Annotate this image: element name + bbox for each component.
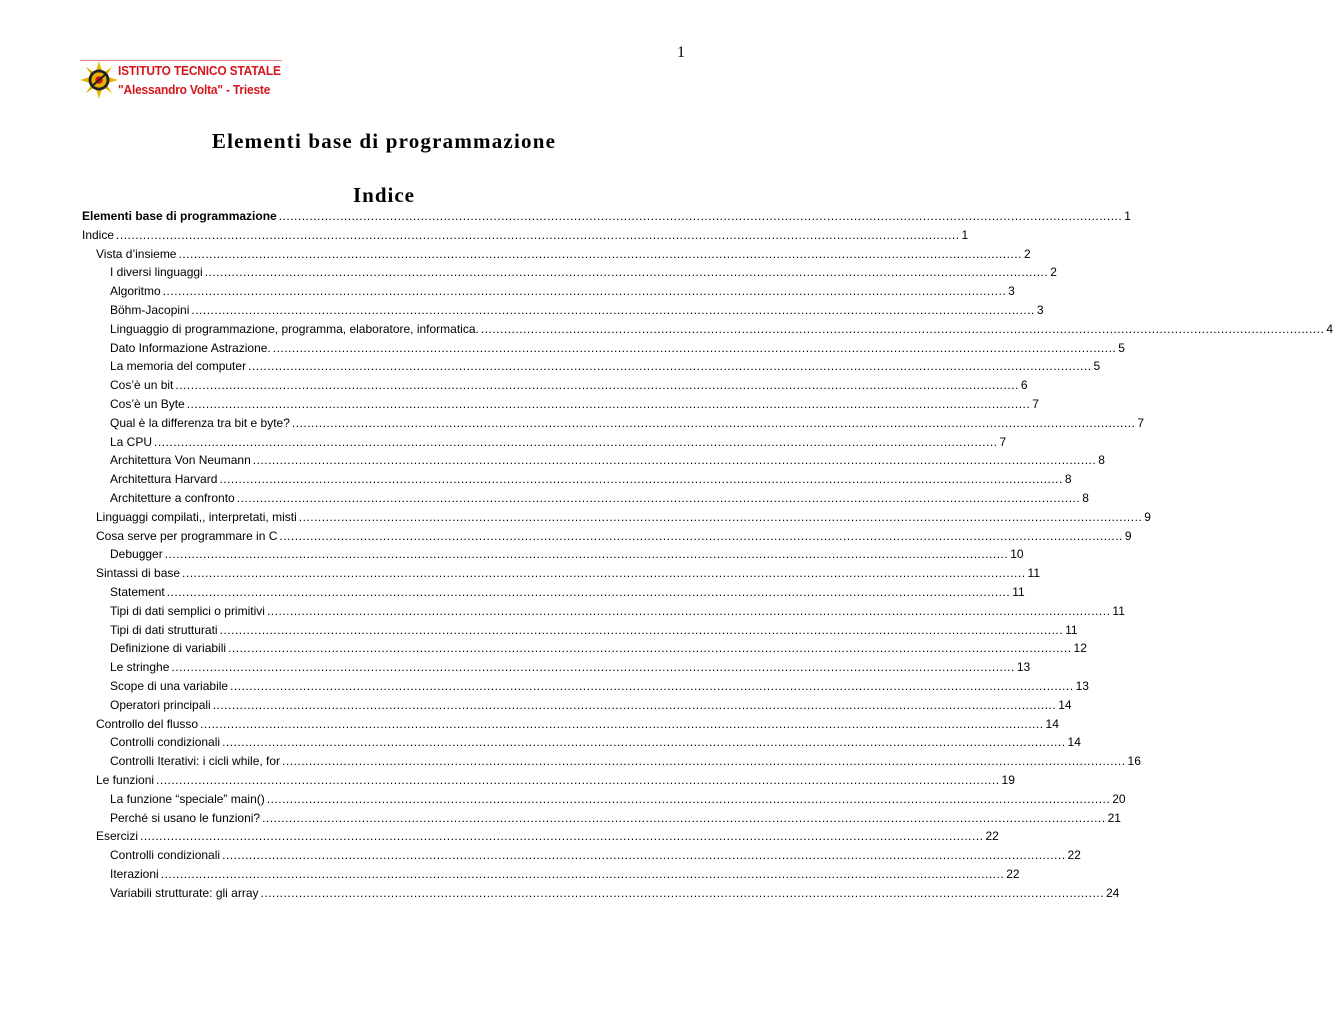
toc-entry[interactable] xyxy=(82,733,1081,752)
toc-entry-title: Architettura Harvard xyxy=(110,472,218,487)
toc-entry-title: Architettura Von Neumann xyxy=(110,453,251,468)
toc-entry-title: Controlli Iterativi: i cicli while, for xyxy=(110,754,281,769)
toc-leader-dots: ............................................................................................................................................................................................................................ xyxy=(266,603,1111,618)
toc-entry-page: 14 xyxy=(1058,697,1072,712)
toc-entry[interactable] xyxy=(82,282,1015,301)
toc-entry[interactable] xyxy=(82,715,1059,734)
toc-leader-dots: ............................................................................................................................................................................................................................ xyxy=(222,735,1066,750)
toc-entry[interactable] xyxy=(82,339,1125,358)
toc-leader-dots: ............................................................................................................................................................................................................................ xyxy=(171,660,1015,675)
toc-entry-page: 22 xyxy=(1067,848,1081,863)
toc-entry-page: 4 xyxy=(1326,321,1333,336)
toc-entry-title: La CPU xyxy=(110,434,153,449)
toc-entry[interactable] xyxy=(82,564,1040,583)
toc-entry[interactable] xyxy=(82,395,1039,414)
toc-entry-page: 11 xyxy=(1112,603,1125,618)
toc-entry[interactable] xyxy=(82,658,1031,677)
toc-entry[interactable] xyxy=(82,639,1087,658)
toc-entry-title: Le funzioni xyxy=(96,772,155,787)
toc-entry-title: Esercizi xyxy=(96,829,139,844)
toc-leader-dots: ............................................................................................................................................................................................................................ xyxy=(162,284,1007,299)
document-title: Elementi base di programmazione xyxy=(211,129,557,153)
toc-entry-title: Architetture a confronto xyxy=(110,490,235,505)
toc-entry[interactable] xyxy=(82,207,1131,226)
toc-entry[interactable] xyxy=(82,320,1333,339)
toc-entry[interactable] xyxy=(82,451,1105,470)
toc-entry-page: 10 xyxy=(1010,547,1024,562)
toc-entry-title: Perché si usano le funzioni? xyxy=(110,810,261,825)
toc-entry[interactable] xyxy=(82,677,1089,696)
toc-leader-dots: ............................................................................................................................................................................................................................ xyxy=(252,453,1097,468)
toc-entry-page: 16 xyxy=(1127,754,1141,769)
toc-entry-page: 8 xyxy=(1098,453,1105,468)
toc-entry-page: 14 xyxy=(1067,735,1081,750)
toc-leader-dots: ............................................................................................................................................................................................................................ xyxy=(204,265,1049,280)
toc-entry-title: Vista d’insieme xyxy=(96,246,177,261)
toc-entry[interactable] xyxy=(82,827,999,846)
toc-leader-dots: ............................................................................................................................................................................................................................ xyxy=(219,622,1064,637)
toc-entry-title: Controlli condizionali xyxy=(110,848,221,863)
toc-leader-dots: ............................................................................................................................................................................................................................ xyxy=(154,434,998,449)
toc-leader-dots: ............................................................................................................................................................................................................................ xyxy=(266,791,1111,806)
toc-leader-dots: ............................................................................................................................................................................................................................ xyxy=(116,227,960,242)
toc-entry-page: 1 xyxy=(961,227,969,242)
toc-entry[interactable] xyxy=(82,470,1072,489)
toc-entry-page: 9 xyxy=(1124,528,1132,543)
toc-entry[interactable] xyxy=(82,433,1007,452)
toc-entry-title: Controllo del flusso xyxy=(96,716,199,731)
toc-entry-page: 7 xyxy=(1032,396,1039,411)
school-logo xyxy=(80,58,282,102)
toc-leader-dots: ............................................................................................................................................................................................................................ xyxy=(175,378,1019,393)
toc-entry-page: 1 xyxy=(1124,209,1131,223)
toc-leader-dots: ............................................................................................................................................................................................................................ xyxy=(222,848,1066,863)
toc-entry-page: 9 xyxy=(1144,509,1151,524)
toc-entry-page: 22 xyxy=(985,829,999,844)
toc-leader-dots: ............................................................................................................................................................................................................................ xyxy=(228,641,1072,656)
toc-entry-page: 3 xyxy=(1008,284,1015,299)
toc-entry-page: 14 xyxy=(1045,716,1059,731)
toc-leader-dots: ............................................................................................................................................................................................................................ xyxy=(236,490,1081,505)
toc-entry-page: 13 xyxy=(1016,660,1031,675)
toc-entry[interactable] xyxy=(82,602,1125,621)
toc-leader-dots: ............................................................................................................................................................................................................................ xyxy=(219,472,1063,487)
toc-entry[interactable] xyxy=(82,245,1031,264)
toc-entry-title: Le stringhe xyxy=(110,660,170,675)
toc-leader-dots: ............................................................................................................................................................................................................................ xyxy=(279,528,1123,543)
toc-entry-title: Böhm-Jacopini xyxy=(110,302,190,317)
toc-entry-title: Operatori principali xyxy=(110,697,211,712)
toc-entry-page: 7 xyxy=(1137,415,1145,430)
sun-emblem-icon xyxy=(80,61,118,99)
toc-leader-dots: ............................................................................................................................................................................................................................ xyxy=(282,754,1126,769)
toc-entry-page: 20 xyxy=(1112,791,1126,806)
toc-entry-page: 19 xyxy=(1001,772,1015,787)
toc-entry[interactable] xyxy=(82,508,1151,527)
toc-leader-dots: ............................................................................................................................................................................................................................ xyxy=(200,716,1044,731)
logo-school-subtitle: "Alessandro Volta" - Trieste xyxy=(118,82,271,97)
toc-entry[interactable] xyxy=(82,846,1081,865)
toc-leader-dots: ............................................................................................................................................................................................................................ xyxy=(166,584,1011,599)
toc-entry-title: Elementi base di programmazione xyxy=(82,209,277,223)
toc-leader-dots: ............................................................................................................................................................................................................................ xyxy=(212,697,1057,712)
toc-entry[interactable] xyxy=(82,376,1028,395)
toc-entry[interactable] xyxy=(82,545,1024,564)
toc-leader-dots: ............................................................................................................................................................................................................................ xyxy=(182,566,1026,581)
toc-entry[interactable] xyxy=(82,263,1057,282)
toc-entry[interactable] xyxy=(82,357,1101,376)
toc-leader-dots: ............................................................................................................................................................................................................................ xyxy=(480,321,1325,336)
toc-entry-title: Qual è la differenza tra bit e byte? xyxy=(110,415,290,430)
logo-school-name: ISTITUTO TECNICO STATALE xyxy=(118,63,281,78)
toc-entry-page: 3 xyxy=(1036,302,1044,317)
toc-entry-title: Iterazioni xyxy=(110,866,159,881)
toc-entry-title: Linguaggio di programmazione, programma, elaboratore, informatica. xyxy=(110,321,479,336)
toc-entry[interactable] xyxy=(82,790,1126,809)
toc-entry-page: 2 xyxy=(1050,265,1057,280)
toc-leader-dots: ............................................................................................................................................................................................................................ xyxy=(191,302,1035,317)
toc-leader-dots: ............................................................................................................................................................................................................................ xyxy=(140,829,984,844)
toc-entry[interactable] xyxy=(82,865,1020,884)
toc-entry-title: Tipi di dati strutturati xyxy=(110,622,218,637)
toc-entry-page: 24 xyxy=(1105,885,1120,900)
toc-entry-title: La funzione “speciale” main() xyxy=(110,791,265,806)
toc-entry[interactable] xyxy=(82,301,1044,320)
toc-entry[interactable] xyxy=(82,884,1120,903)
toc-entry-title: Definizione di variabili xyxy=(110,641,227,656)
toc-entry-page: 11 xyxy=(1065,622,1078,637)
toc-entry[interactable] xyxy=(82,809,1121,828)
toc-leader-dots: ............................................................................................................................................................................................................................ xyxy=(164,547,1009,562)
toc-entry[interactable] xyxy=(82,226,969,245)
toc-leader-dots: ............................................................................................................................................................................................................................ xyxy=(262,810,1106,825)
toc-entry-title: Cos’è un bit xyxy=(110,378,174,393)
toc-leader-dots: ............................................................................................................................................................................................................................ xyxy=(230,678,1074,693)
toc-entry-title: La memoria del computer xyxy=(110,359,247,374)
toc-entry-page: 22 xyxy=(1006,866,1020,881)
toc-entry-title: I diversi linguaggi xyxy=(110,265,203,280)
toc-leader-dots: ............................................................................................................................................................................................................................ xyxy=(291,415,1136,430)
toc-leader-dots: ............................................................................................................................................................................................................................ xyxy=(278,209,1123,223)
toc-leader-dots: ............................................................................................................................................................................................................................ xyxy=(160,866,1005,881)
toc-leader-dots: ............................................................................................................................................................................................................................ xyxy=(298,509,1143,524)
toc-entry[interactable] xyxy=(82,527,1132,546)
toc-entry-page: 7 xyxy=(999,434,1007,449)
toc-entry-page: 21 xyxy=(1107,810,1121,825)
toc-entry-title: Linguaggi compilati,, interpretati, misti xyxy=(96,509,297,524)
toc-entry-title: Algoritmo xyxy=(110,284,161,299)
toc-entry-title: Indice xyxy=(82,227,115,242)
toc-entry-title: Cosa serve per programmare in C xyxy=(96,528,278,543)
table-of-contents xyxy=(82,207,1333,902)
toc-entry-page: 13 xyxy=(1075,678,1089,693)
toc-entry[interactable] xyxy=(82,583,1025,602)
toc-entry-title: Dato Informazione Astrazione. xyxy=(110,340,271,355)
toc-entry-page: 11 xyxy=(1012,584,1025,599)
toc-entry[interactable] xyxy=(82,771,1015,790)
toc-entry-title: Sintassi di base xyxy=(96,566,181,581)
toc-entry-page: 2 xyxy=(1023,246,1031,261)
toc-entry-page: 8 xyxy=(1064,472,1072,487)
toc-leader-dots: ............................................................................................................................................................................................................................ xyxy=(178,246,1022,261)
toc-entry-page: 8 xyxy=(1082,490,1089,505)
toc-leader-dots: ............................................................................................................................................................................................................................ xyxy=(248,359,1092,374)
toc-entry-title: Controlli condizionali xyxy=(110,735,221,750)
toc-entry-title: Scope di una variabile xyxy=(110,678,229,693)
toc-entry-title: Tipi di dati semplici o primitivi xyxy=(110,603,265,618)
toc-leader-dots: ............................................................................................................................................................................................................................ xyxy=(272,340,1117,355)
toc-entry[interactable] xyxy=(82,696,1072,715)
toc-entry-title: Cos’è un Byte xyxy=(110,396,185,411)
toc-entry-title: Variabili strutturate: gli array xyxy=(110,885,259,900)
toc-entry-page: 12 xyxy=(1073,641,1087,656)
toc-entry[interactable] xyxy=(82,414,1145,433)
toc-entry-page: 6 xyxy=(1020,378,1028,393)
toc-leader-dots: ............................................................................................................................................................................................................................ xyxy=(260,885,1104,900)
toc-entry[interactable] xyxy=(82,489,1089,508)
toc-leader-dots: ............................................................................................................................................................................................................................ xyxy=(156,772,1000,787)
toc-entry[interactable] xyxy=(82,621,1078,640)
toc-entry-title: Statement xyxy=(110,584,165,599)
toc-entry-page: 11 xyxy=(1027,566,1040,581)
toc-entry-page: 5 xyxy=(1093,359,1101,374)
toc-entry-title: Debugger xyxy=(110,547,163,562)
index-heading: Indice xyxy=(352,183,415,207)
toc-entry-page: 5 xyxy=(1118,340,1125,355)
toc-entry[interactable] xyxy=(82,752,1141,771)
page-number: 1 xyxy=(677,44,685,61)
toc-leader-dots: ............................................................................................................................................................................................................................ xyxy=(186,396,1031,411)
